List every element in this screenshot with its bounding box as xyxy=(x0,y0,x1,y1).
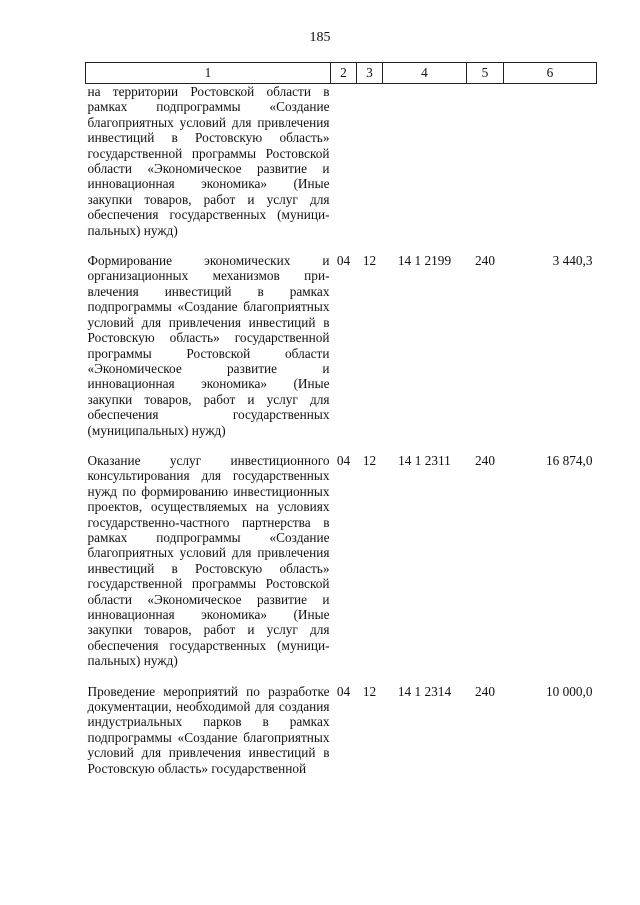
row-description: на территории Ростовской области в рамках подпрограммы «Создание благоприятных условий для привлечения инвестиций в Ростовскую область» государственной программы Ростовской области «Экономическое развитие и инновационная экономика» (Иные закупки товаров, работ и услуг для обеспечения государственных (муниципальных) нужд) xyxy=(87,84,330,238)
table-row xyxy=(86,684,597,776)
row-subsection-code: 12 xyxy=(362,683,377,699)
header-col-5: 5 xyxy=(467,63,504,84)
row-subsection-code: 12 xyxy=(362,253,377,269)
budget-table xyxy=(85,62,597,776)
row-expense-type-code: 240 xyxy=(475,683,495,699)
header-col-2: 2 xyxy=(331,63,357,84)
row-section-code: 04 xyxy=(336,253,351,269)
header-col-4: 4 xyxy=(383,63,467,84)
row-description: Оказание услуг инвестиционного консультирования для государственных нужд по формированию инвестиционных проектов, осуществляемых на условиях государственно-частного партнерства в рамках подпрограммы «Создание благоприятных условий для привлечения инвестиций в Ростовскую область» государственной программы Ростовской области «Экономическое развитие и инновационная экономика» (Иные закупки товаров, работ и услуг для обеспечения государственных (муниципальных) нужд) xyxy=(87,452,330,669)
row-subsection-code xyxy=(357,84,383,254)
header-col-6: 6 xyxy=(504,63,597,84)
row-section-code xyxy=(331,84,357,254)
row-amount: 16 874,0 xyxy=(545,452,593,468)
row-section-code: 04 xyxy=(336,452,351,468)
row-expense-type-code: 240 xyxy=(475,253,495,269)
page-number: 185 xyxy=(309,30,331,45)
table-header xyxy=(86,63,597,84)
table-row xyxy=(86,253,597,453)
row-section-code: 04 xyxy=(336,683,351,699)
table-row xyxy=(86,84,597,254)
row-target-article-code xyxy=(383,84,467,254)
table-body xyxy=(86,84,597,777)
row-target-article-code: 14 1 2199 xyxy=(397,253,452,269)
row-target-article-code: 14 1 2311 xyxy=(398,452,451,468)
row-amount xyxy=(504,84,597,254)
header-col-1: 1 xyxy=(86,63,331,84)
row-expense-type-code xyxy=(467,84,504,254)
row-description: Проведение мероприятий по разработке документации, необходимой для создания индустриальных парков в рамках подпрограммы «Создание благоприятных условий для привлечения инвестиций в Ростовскую область» государственной xyxy=(87,683,330,776)
row-amount: 10 000,0 xyxy=(545,683,593,699)
row-expense-type-code: 240 xyxy=(475,452,495,468)
row-description: Формирование экономических и организационных механизмов привлечения инвестиций в рамках подпрограммы «Создание благоприятных условий для привлечения инвестиций в Ростовскую область» государственной программы Ростовской области «Экономическое развитие и инновационная экономика» (Иные закупки товаров, работ и услуг для обеспечения государственных (муниципальных) нужд) xyxy=(87,253,330,438)
header-col-3: 3 xyxy=(357,63,383,84)
row-amount: 3 440,3 xyxy=(552,253,593,269)
table-row xyxy=(86,453,597,684)
row-target-article-code: 14 1 2314 xyxy=(397,683,452,699)
header-row xyxy=(86,63,597,84)
row-subsection-code: 12 xyxy=(362,452,377,468)
